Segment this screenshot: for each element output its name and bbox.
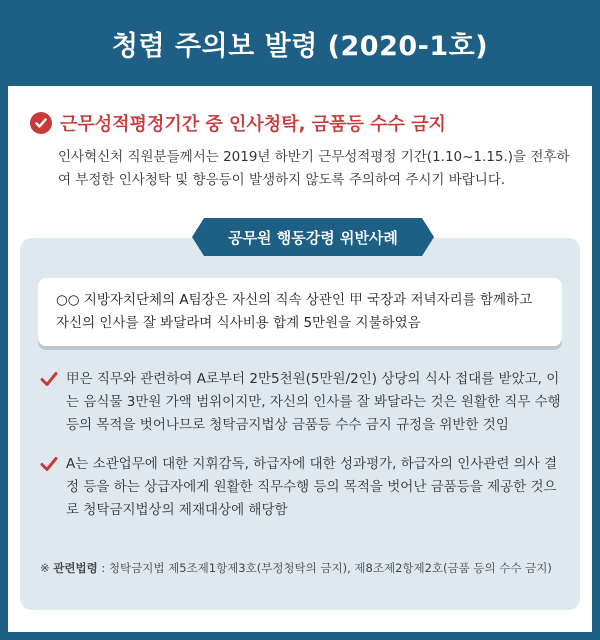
page-title: 청렴 주의보 발령 (2020-1호) xyxy=(111,30,489,62)
case-text: ○○ 지방자치단체의 A팀장은 자신의 직속 상관인 甲 국장과 저녁자리를 함께하고 자신의 인사를 잘 봐달라며 식사비용 합계 5만원을 지불하였음 xyxy=(56,292,533,331)
violation-list xyxy=(40,368,562,538)
notice-body: 인사혁신처 직원분들께서는 2019년 하반기 근무성적평정 기간(1.10~1.15.)을 전후하여 부정한 인사청탁 및 향응등이 발생하지 않도록 주의하여 주시기 바랍니다. xyxy=(58,149,570,188)
violation-text: 甲은 직무와 관련하여 A로부터 2만5천원(5만원/2인) 상당의 식사 접대를 받았고, 이는 음식물 3만원 가액 범위이지만, 자신의 인사를 잘 봐달라는 것은 원활한 직무 수행 등의 목적을 벗어나므로 청탁금지법상 금품등 수수 금지 규정을 위반한 것임 xyxy=(66,371,561,433)
check-mark-icon xyxy=(40,371,60,391)
case-box xyxy=(38,278,562,346)
check-mark-icon xyxy=(40,456,60,476)
notice-heading-row xyxy=(30,110,446,136)
list-item xyxy=(40,368,562,437)
violation-cases-panel xyxy=(20,228,580,610)
law-label: 관련법령 xyxy=(53,561,98,575)
related-law-note xyxy=(40,560,570,576)
law-prefix: ※ xyxy=(40,561,50,575)
list-item xyxy=(40,453,562,522)
notice-card xyxy=(8,86,592,632)
law-text: : 청탁금지법 제5조제1항제3호(부정청탁의 금지), 제8조제2항제2호(금품 등의 수수 금지) xyxy=(101,561,552,575)
check-circle-icon xyxy=(30,112,52,134)
section-ribbon: 공무원 행동강령 위반사례 xyxy=(204,218,422,256)
notice-heading: 근무성적평정기간 중 인사청탁, 금품등 수수 금지 xyxy=(60,114,446,135)
violation-text: A는 소관업무에 대한 지휘감독, 하급자에 대한 성과평가, 하급자의 인사관련 의사 결정 등을 하는 상급자에게 원활한 직무수행 등의 목적을 벗어난 금품등을 제공한 것으로 청탁금지법상의 제재대상에 해당함 xyxy=(66,456,558,518)
